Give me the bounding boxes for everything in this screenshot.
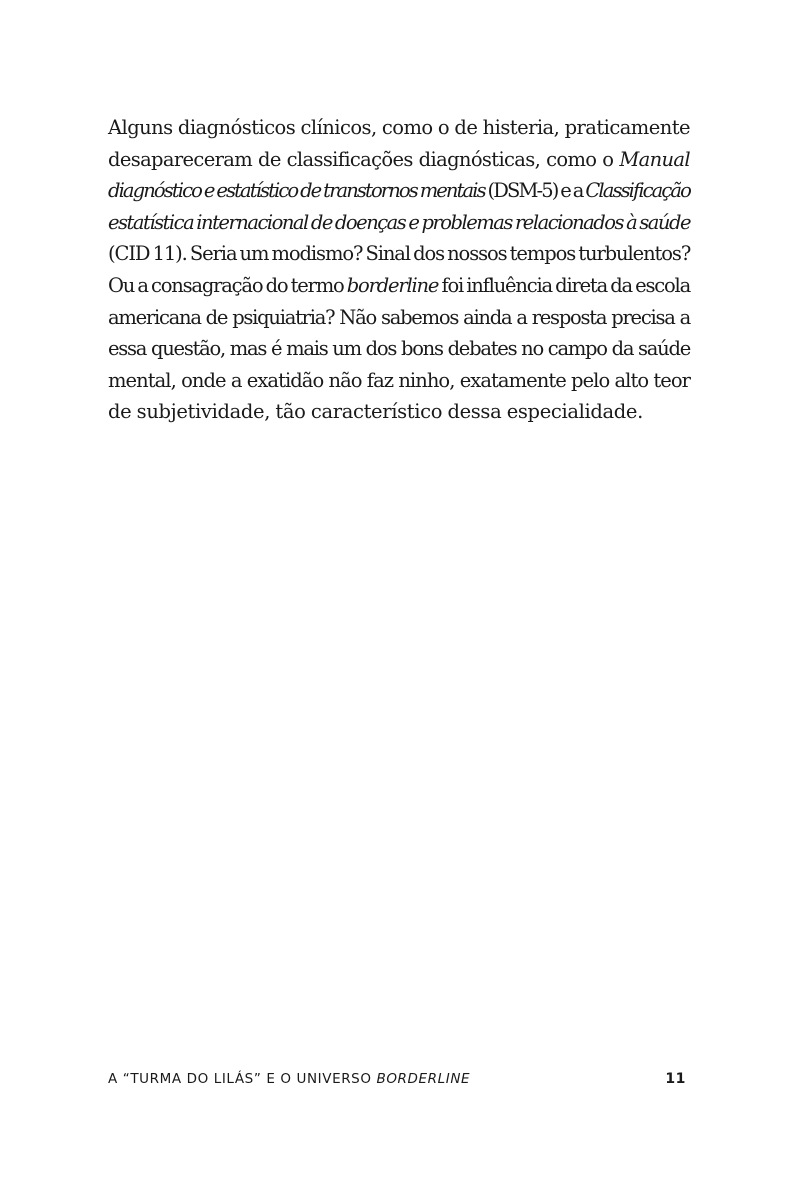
line-6-text-a: Ou a consagração do termo (108, 273, 347, 297)
paragraph-line-7: americana de psiquiatria? Não sabemos ainda a resposta precisa a (108, 305, 690, 329)
cid-title-italic: estatística internacional de doenças e problemas relacionados à saúde (108, 210, 690, 234)
manual-title-italic: Manual (619, 147, 690, 171)
body-paragraph (108, 112, 690, 428)
running-head-text: A “TURMA DO LILÁS” E O UNIVERSO (108, 1071, 377, 1087)
paragraph-line-8: essa questão, mas é mais um dos bons debates no campo da saúde (108, 337, 690, 361)
dsm-title-italic: diagnóstico e estatístico de transtornos mentais (108, 179, 485, 203)
page-number: 11 (665, 1071, 686, 1087)
line-3-text: (DSM-5) e a (484, 179, 586, 203)
line-2-text: desapareceram de classificações diagnósticas, como o (108, 147, 620, 171)
borderline-italic: borderline (346, 273, 439, 297)
paragraph-line-2 (108, 144, 690, 176)
paragraph-line-1: Alguns diagnósticos clínicos, como o de histeria, praticamente (108, 116, 690, 139)
running-head (108, 1071, 470, 1087)
paragraph-line-6 (108, 270, 690, 302)
page-footer (108, 1071, 686, 1093)
paragraph-line-4 (108, 207, 690, 239)
paragraph-line-3 (108, 175, 690, 207)
running-head-italic: BORDERLINE (376, 1071, 471, 1087)
paragraph-line-10: de subjetividade, tão característico dessa especialidade. (108, 400, 643, 424)
classificacao-title-italic: Classificação (585, 179, 690, 203)
paragraph-line-5: (CID 11). Seria um modismo? Sinal dos nossos tempos turbulentos? (108, 242, 691, 266)
line-6-text-c: foi influência direta da escola (438, 273, 691, 297)
paragraph-line-9: mental, onde a exatidão não faz ninho, exatamente pelo alto teor (108, 368, 690, 392)
